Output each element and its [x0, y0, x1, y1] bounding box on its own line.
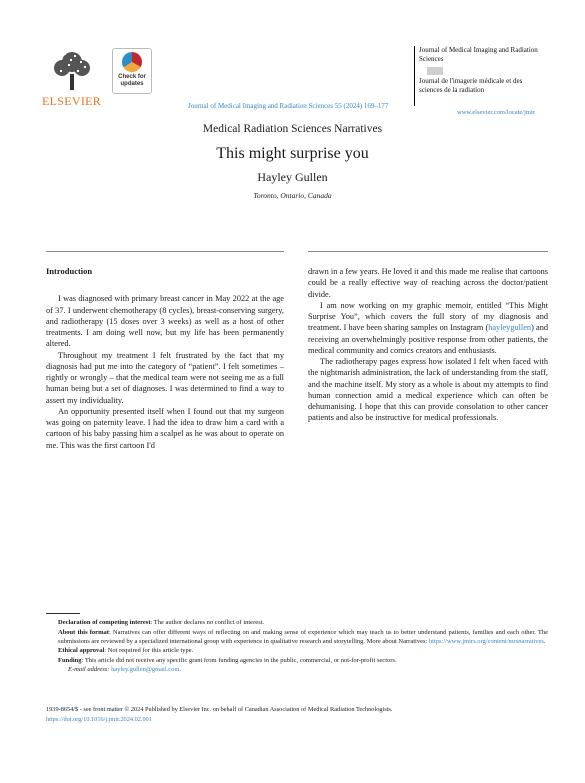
- footnote-text: : This article did not receive any specific grant from funding agencies in the public, commercial, or not-for-profit sectors.: [81, 656, 397, 664]
- footnote-label: Ethical approval: [58, 647, 105, 654]
- footnote-competing-interest: [46, 618, 548, 627]
- article-title: This might surprise you: [216, 145, 369, 162]
- journal-header: [42, 46, 547, 116]
- footnote-text: : Not required for this article type.: [104, 647, 194, 654]
- narratives-link[interactable]: https://www.jmirs.org/content/mrsnarratives: [428, 637, 544, 645]
- article-section: Medical Radiation Sciences Narratives: [202, 123, 383, 135]
- body-column-left: [46, 266, 284, 451]
- elsevier-tree-icon: [50, 48, 94, 92]
- journal-citation[interactable]: Journal of Medical Imaging and Radiation Sciences 55 (2024) 169–177: [188, 102, 389, 110]
- email-link[interactable]: hayley.gullen@gmail.com: [111, 666, 180, 673]
- check-updates-label: Check for updates: [118, 74, 146, 87]
- footnote-text: : The author declares no conflict of interest.: [150, 619, 265, 626]
- journal-name-fr: Journal de l'imagerie médicale et des sciences de la radiation: [419, 77, 523, 94]
- footnote-text: : Narratives can offer different ways of reflecting on and making sense of experience which may teach us to better understand patients, families and each other. The submissions are reviewed by a specialized international group with experience in qualitative research and storytelling. More about Narratives:: [58, 628, 548, 645]
- instagram-link[interactable]: hayleygullen: [488, 323, 532, 333]
- divider-left: [46, 251, 284, 252]
- elsevier-logo[interactable]: [42, 46, 102, 106]
- email-label: E-mail address:: [68, 666, 110, 673]
- author-affiliation: Toronto, Ontario, Canada: [253, 191, 332, 200]
- footnote-divider: [46, 613, 80, 614]
- paragraph-text: I am now working on my graphic memoir, entitled “This Might Surprise You”, which covers the full story of my diagnosis and treatment. I have been sharing samples on Instagram (: [308, 300, 548, 333]
- journal-name-en: Journal of Medical Imaging and Radiation Sciences: [419, 46, 538, 63]
- publisher-name: ELSEVIER: [42, 94, 102, 108]
- paragraph-text: ) and receiving an overwhelmingly positive response from other patients, the medical community and comics creators and enthusiasts.: [308, 323, 548, 355]
- footnote-text: .: [179, 666, 182, 673]
- footnote-funding: [46, 656, 548, 665]
- journal-logo-mark: [427, 67, 443, 75]
- check-updates-icon: [122, 52, 142, 72]
- article-author: Hayley Gullen: [257, 170, 328, 184]
- divider-right: [308, 251, 548, 252]
- journal-masthead: [414, 46, 547, 116]
- body-column-right: [308, 266, 548, 424]
- footnote-label: About this format: [58, 628, 109, 636]
- footnote-email: [46, 665, 548, 674]
- journal-url[interactable]: www.elsevier.com/locate/jmir: [457, 109, 535, 116]
- footnote-label: Funding: [58, 656, 82, 664]
- footnotes: [46, 618, 548, 675]
- check-for-updates-badge[interactable]: [112, 48, 152, 94]
- footnote-ethical-approval: [46, 646, 548, 655]
- paragraph: An opportunity presented itself when I found out that my surgeon was going on paternity leave. I had the idea to draw him a card with a cartoon of his baby passing him a scalpel as he was about to operate on me. This was the first cartoon I'd: [46, 406, 284, 450]
- footnote-text: .: [543, 637, 546, 645]
- page-footer: [46, 705, 392, 724]
- doi-link[interactable]: https://doi.org/10.1016/j.jmir.2024.02.001: [46, 715, 152, 723]
- issn-line: 1939-8654/$ - see front matter © 2024 Published by Elsevier Inc. on behalf of Canadian Association of Medical Radiation Technologists.: [46, 706, 393, 713]
- paragraph: I was diagnosed with primary breast cancer in May 2022 at the age of 37. I underwent chemotherapy (8 cycles), breast-conserving surgery, and radiotherapy (15 doses over 3 weeks) as well as a host of other treatments. I am doing well now, but my life has been permanently altered.: [46, 294, 284, 349]
- paragraph: drawn in a few years. He loved it and this made me realise that cartoons could be a really effective way of reaching across the doctor/patient divide.: [308, 267, 548, 299]
- paragraph: Throughout my treatment I felt frustrated by the fact that my diagnosis had put me into the category of “patient”. I felt sometimes – rightly or wrongly – that the medical team were not seeing me as a full human being but a set of diagnoses. I was determined to find a way to assert my individuality.: [46, 350, 284, 405]
- paragraph: [308, 300, 548, 356]
- paragraph: The radiotherapy pages express how isolated I felt when faced with the nightmarish administration, the lack of understanding from the staff, and the machine itself. My story as a whole is about my attempts to find human connection amid a medical experience which can often be dehumanising. I hope that this can provide consolation to other cancer patients and also be instructive for medical professionals.: [308, 357, 548, 423]
- footnote-about-format: [46, 628, 548, 646]
- footnote-label: Declaration of competing interest: [58, 619, 151, 626]
- section-heading: Introduction: [46, 266, 93, 276]
